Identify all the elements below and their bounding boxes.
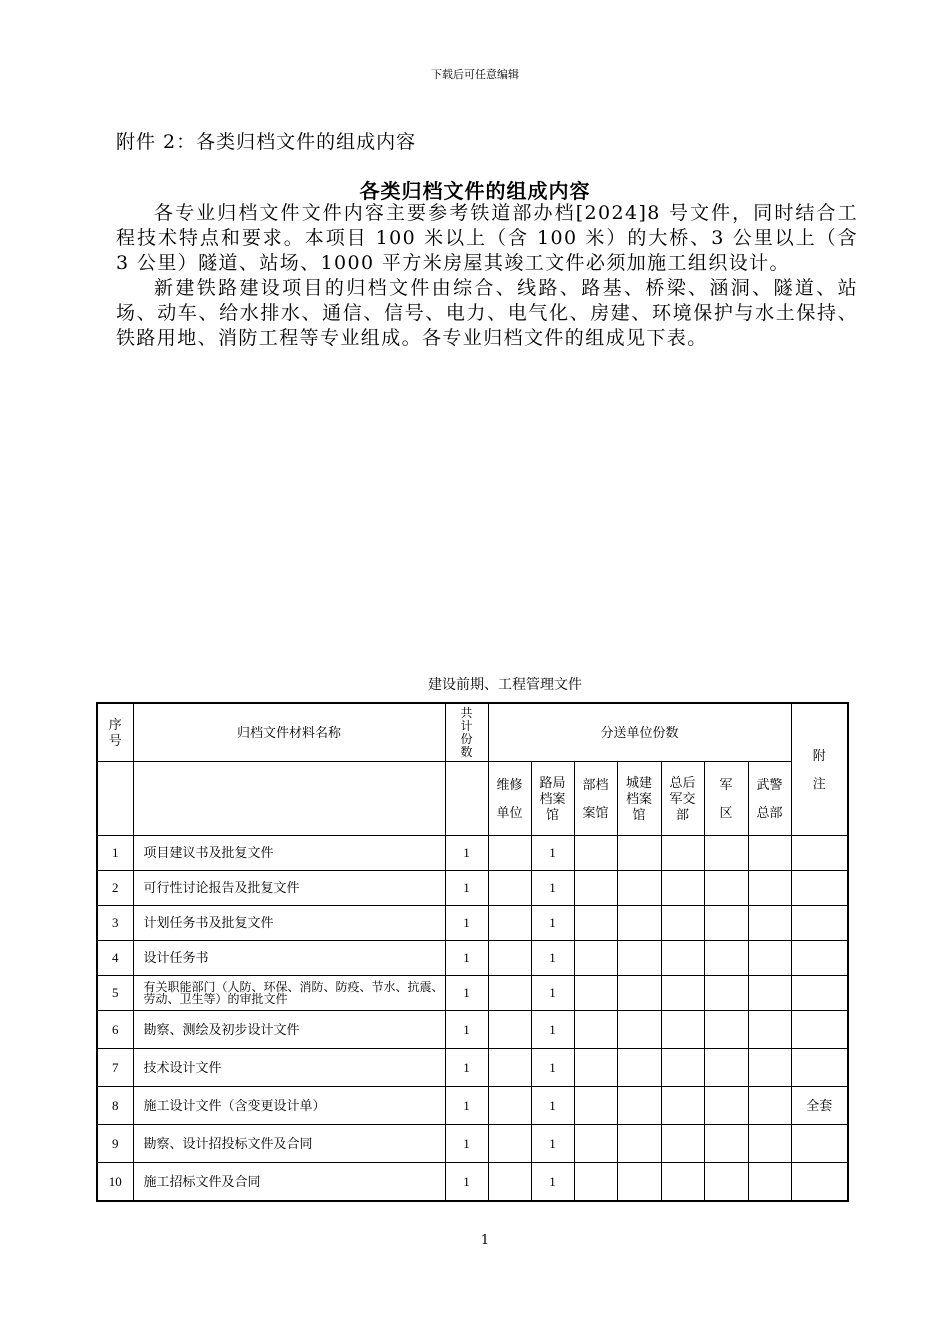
row-cell (617, 836, 661, 871)
row-cell (617, 941, 661, 976)
row-cell (574, 906, 617, 941)
table-row (97, 1125, 848, 1163)
row-name: 施工招标文件及合同 (133, 1163, 445, 1202)
row-count: 1 (445, 1125, 488, 1163)
row-cell (704, 836, 748, 871)
row-no: 3 (97, 906, 133, 941)
unit-bureau-archive-header (531, 762, 574, 836)
unit-ministry-archive-header (574, 762, 617, 836)
row-cell (488, 836, 531, 871)
row-name: 计划任务书及批复文件 (133, 906, 445, 941)
unit-logistics-mid: 军交 (669, 790, 696, 806)
row-no: 2 (97, 871, 133, 906)
row-count: 1 (445, 906, 488, 941)
unit-maintenance-top: 维修 (496, 776, 523, 792)
row-cell (661, 976, 704, 1011)
row-name: 有关职能部门（人防、环保、消防、防疫、节水、抗震、劳动、卫生等）的审批文件 (133, 976, 445, 1011)
row-bureau: 1 (531, 1125, 574, 1163)
row-bureau: 1 (531, 941, 574, 976)
row-remark (791, 1049, 848, 1087)
unit-military-top: 军 (719, 776, 733, 792)
count-header-char-4: 数 (460, 744, 473, 759)
row-cell (574, 1049, 617, 1087)
row-bureau: 1 (531, 836, 574, 871)
row-count: 1 (445, 976, 488, 1011)
remark-header-bottom: 注 (812, 775, 826, 791)
row-cell (704, 1087, 748, 1125)
row-name: 可行性讨论报告及批复文件 (133, 871, 445, 906)
row-cell (748, 871, 791, 906)
table-row (97, 1049, 848, 1087)
row-cell (748, 836, 791, 871)
row-cell (748, 1087, 791, 1125)
row-cell (617, 1163, 661, 1202)
row-no: 4 (97, 941, 133, 976)
remark-header (791, 703, 848, 836)
row-cell (704, 941, 748, 976)
row-cell (574, 871, 617, 906)
row-bureau: 1 (531, 871, 574, 906)
table-row (97, 1011, 848, 1049)
seq-header-char-1: 序 (108, 716, 122, 732)
row-cell (704, 976, 748, 1011)
row-cell (661, 941, 704, 976)
table-row (97, 976, 848, 1011)
paragraph-2: 新建铁路建设项目的归档文件由综合、线路、路基、桥梁、涵洞、隧道、站场、动车、给水排水、通信、信号、电力、电气化、房建、环境保护与水土保持、铁路用地、消防工程等专业组成。各专业归档文件的组成见下表。 (116, 277, 858, 349)
page-number: 1 (480, 1233, 490, 1248)
unit-armed-police-header (748, 762, 791, 836)
header-note: 下载后可任意编辑 (431, 68, 519, 81)
row-cell (704, 871, 748, 906)
row-cell (574, 1125, 617, 1163)
unit-urban-top: 城建 (625, 774, 652, 790)
row-remark (791, 976, 848, 1011)
remark-header-top: 附 (812, 747, 826, 763)
distribution-header: 分送单位份数 (488, 703, 791, 762)
row-cell (704, 1049, 748, 1087)
archive-table (96, 702, 847, 1196)
table-row (97, 871, 848, 906)
row-cell (488, 1011, 531, 1049)
row-cell (488, 906, 531, 941)
row-cell (488, 1163, 531, 1202)
row-cell (661, 1163, 704, 1202)
unit-police-bottom: 总部 (756, 804, 783, 820)
row-bureau: 1 (531, 1049, 574, 1087)
row-remark (791, 836, 848, 871)
unit-urban-bottom: 馆 (632, 806, 646, 822)
row-count: 1 (445, 1049, 488, 1087)
row-cell (488, 871, 531, 906)
row-cell (488, 941, 531, 976)
row-cell (661, 1011, 704, 1049)
unit-maintenance-bottom: 单位 (496, 804, 523, 820)
row-bureau: 1 (531, 906, 574, 941)
count-header-blank (445, 762, 488, 836)
row-cell (661, 1049, 704, 1087)
unit-maintenance-header (488, 762, 531, 836)
row-count: 1 (445, 871, 488, 906)
count-header-char-2: 计 (460, 718, 473, 733)
row-remark (791, 906, 848, 941)
row-bureau: 1 (531, 1087, 574, 1125)
unit-urban-mid: 档案 (625, 790, 652, 806)
attachment-label: 附件 2：各类归档文件的组成内容 (116, 131, 417, 153)
row-no: 8 (97, 1087, 133, 1125)
unit-logistics-bottom: 部 (675, 806, 689, 822)
row-cell (617, 871, 661, 906)
paragraph-1: 各专业归档文件文件内容主要参考铁道部办档[2024]8 号文件，同时结合工程技术特点和要求。本项目 100 米以上（含 100 米）的大桥、3 公里以上（含 3 公里）隧道、站场、1000 平方米房屋其竣工文件必须加施工组织设计。 (116, 202, 858, 274)
unit-logistics-top: 总后 (669, 774, 696, 790)
unit-bureau-bottom: 馆 (545, 806, 559, 822)
row-cell (574, 1011, 617, 1049)
table-row (97, 836, 848, 871)
row-cell (574, 976, 617, 1011)
count-header-char-1: 共 (460, 705, 473, 720)
seq-header-blank (97, 762, 133, 836)
unit-logistics-header (661, 762, 704, 836)
row-remark (791, 1011, 848, 1049)
row-remark: 全套 (791, 1087, 848, 1125)
name-header-blank (133, 762, 445, 836)
row-remark (791, 1163, 848, 1202)
row-cell (661, 1087, 704, 1125)
row-count: 1 (445, 1087, 488, 1125)
row-cell (617, 1125, 661, 1163)
row-cell (617, 1087, 661, 1125)
table-row (97, 941, 848, 976)
row-cell (661, 906, 704, 941)
row-cell (748, 976, 791, 1011)
row-cell (661, 836, 704, 871)
row-cell (488, 1125, 531, 1163)
row-cell (748, 1011, 791, 1049)
row-cell (704, 906, 748, 941)
row-cell (574, 1087, 617, 1125)
row-no: 5 (97, 976, 133, 1011)
row-remark (791, 941, 848, 976)
row-no: 1 (97, 836, 133, 871)
row-cell (661, 871, 704, 906)
row-cell (661, 1125, 704, 1163)
unit-military-region-header (704, 762, 748, 836)
row-cell (574, 941, 617, 976)
table-caption: 建设前期、工程管理文件 (428, 677, 582, 693)
table-row (97, 1087, 848, 1125)
row-cell (574, 836, 617, 871)
count-header (445, 703, 488, 762)
table-row (97, 906, 848, 941)
row-cell (748, 906, 791, 941)
document-title: 各类归档文件的组成内容 (359, 179, 591, 203)
row-cell (574, 1163, 617, 1202)
row-cell (748, 941, 791, 976)
row-bureau: 1 (531, 1011, 574, 1049)
row-name: 设计任务书 (133, 941, 445, 976)
row-cell (617, 1049, 661, 1087)
header-row-2 (97, 762, 848, 836)
row-no: 6 (97, 1011, 133, 1049)
row-name: 勘察、设计招投标文件及合同 (133, 1125, 445, 1163)
row-cell (617, 976, 661, 1011)
unit-bureau-mid: 档案 (539, 790, 566, 806)
row-remark (791, 871, 848, 906)
row-name: 勘察、测绘及初步设计文件 (133, 1011, 445, 1049)
body-text (116, 201, 858, 351)
unit-urban-archive-header (617, 762, 661, 836)
row-no: 9 (97, 1125, 133, 1163)
unit-military-bottom: 区 (719, 804, 733, 820)
row-name: 技术设计文件 (133, 1049, 445, 1087)
row-remark (791, 1125, 848, 1163)
row-cell (748, 1163, 791, 1202)
unit-bureau-top: 路局 (539, 774, 566, 790)
row-cell (748, 1049, 791, 1087)
row-no: 10 (97, 1163, 133, 1202)
row-cell (488, 1087, 531, 1125)
row-bureau: 1 (531, 1163, 574, 1202)
row-cell (704, 1125, 748, 1163)
header-row-1 (97, 703, 848, 762)
row-count: 1 (445, 941, 488, 976)
row-name: 项目建议书及批复文件 (133, 836, 445, 871)
row-count: 1 (445, 1163, 488, 1202)
row-cell (748, 1125, 791, 1163)
row-cell (704, 1011, 748, 1049)
row-name: 施工设计文件（含变更设计单） (133, 1087, 445, 1125)
row-count: 1 (445, 1011, 488, 1049)
unit-ministry-bottom: 案馆 (582, 804, 609, 820)
row-count: 1 (445, 836, 488, 871)
row-cell (488, 1049, 531, 1087)
row-cell (704, 1163, 748, 1202)
row-no: 7 (97, 1049, 133, 1087)
row-bureau: 1 (531, 976, 574, 1011)
row-cell (488, 976, 531, 1011)
table-row (97, 1163, 848, 1202)
name-header: 归档文件材料名称 (133, 703, 445, 762)
unit-ministry-top: 部档 (582, 776, 609, 792)
unit-police-top: 武警 (756, 776, 783, 792)
count-header-char-3: 份 (460, 731, 473, 746)
row-cell (617, 906, 661, 941)
seq-header (97, 703, 133, 762)
row-cell (617, 1011, 661, 1049)
seq-header-char-2: 号 (108, 732, 122, 748)
